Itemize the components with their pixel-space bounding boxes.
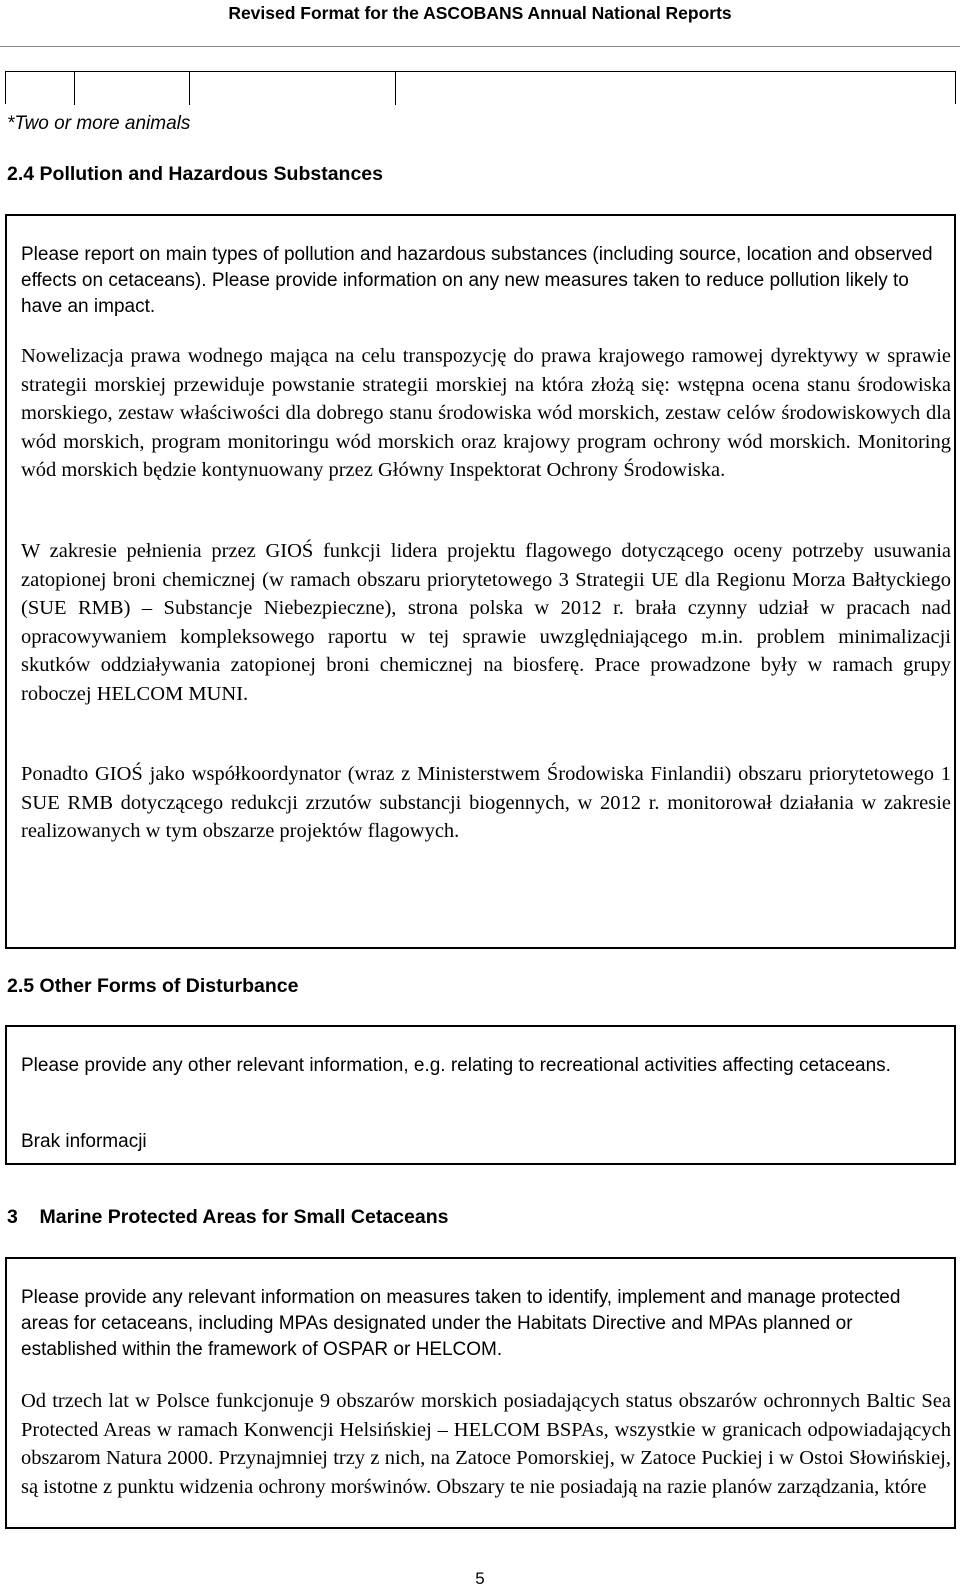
section-2-4-heading: 2.4 Pollution and Hazardous Substances [7,163,383,185]
section-2-4-paragraph-2: W zakresie pełnienia przez GIOŚ funkcji lidera projektu flagowego dotyczącego oceny potrzeby usuwania zatopionej broni chemicznej (w ramach obszaru priorytetowego 3 Strategii UE dla Regionu Morza Bałtyckiego (SUE RMB) – Substancje Niebezpieczne), strona polska w 2012 r. brała czynny udział w pracach nad opracowywaniem kompleksowego raportu w tej sprawie uwzględniającego m.in. problem minimalizacji skutków oddziaływania zatopionej broni chemicznej na biosferę. Prace prowadzone były w ramach grupy roboczej HELCOM MUNI. [21,540,951,705]
section-2-4-box [5,214,956,949]
section-2-5-answer: Brak informacji [21,1131,147,1152]
section-2-4-paragraph-3: Ponadto GIOŚ jako współkoordynator (wraz z Ministerstwem Środowiska Finlandii) obszaru priorytetowego 1 SUE RMB dotyczącego redukcji zrzutów substancji biogennych, w 2012 r. monitorował działania w zakresie realizowanych w tym obszarze projektów flagowych. [21,763,951,843]
section-2-4-paragraph-1: Nowelizacja prawa wodnego mająca na celu transpozycję do prawa krajowego ramowej dyrektywy w sprawie strategii morskiej przewiduje powstanie strategii morskiej na która złożą się: wstępna ocena stanu środowiska morskiego, zestaw właściwości dla dobrego stanu środowiska wód morskich, zestaw celów środowiskowych dla wód morskich, program monitoringu wód morskich oraz krajowy program ochrony wód morskich. Monitoring wód morskich będzie kontynuowany przez Główny Inspektorat Ochrony Środowiska. [21,345,951,482]
table-fragment [5,71,956,104]
section-2-5-box [5,1025,956,1165]
section-2-4-prompt: Please report on main types of pollution and hazardous substances (including source, location and observed effects on cetaceans). Please provide information on any new measures taken to reduce pollution likely to have an impact. [21,244,933,317]
section-3-prompt: Please provide any relevant information on measures taken to identify, implement and manage protected areas for cetaceans, including MPAs designated under the Habitats Directive and MPAs planned or established within the framework of OSPAR or HELCOM. [21,1287,901,1360]
table-column-divider [74,72,75,105]
table-footnote: *Two or more animals [7,113,191,134]
table-column-divider [189,72,190,105]
page-header: Revised Format for the ASCOBANS Annual National Reports [228,3,732,23]
section-3-paragraph-1: Od trzech lat w Polsce funkcjonuje 9 obszarów morskich posiadających status obszarów ochronnych Baltic Sea Protected Areas w ramach Konwencji Helsińskiej – HELCOM BSPAs, wszystkie w granicach odpowiadających obszarom Natura 2000. Przynajmniej trzy z nich, na Zatoce Pomorskiej, w Zatoce Puckiej i w Ostoi Słowińskiej, są istotne z punktu widzenia ochrony morświnów. Obszary te nie posiadają na razie planów zarządzania, które [21,1390,951,1498]
section-3-box [5,1257,956,1529]
page-number: 5 [475,1569,485,1588]
table-column-divider [395,72,396,105]
section-2-5-heading: 2.5 Other Forms of Disturbance [7,975,299,997]
section-3-heading: 3 Marine Protected Areas for Small Cetaceans [7,1206,449,1228]
section-2-5-prompt: Please provide any other relevant information, e.g. relating to recreational activities affecting cetaceans. [21,1055,891,1076]
header-divider [0,46,960,47]
